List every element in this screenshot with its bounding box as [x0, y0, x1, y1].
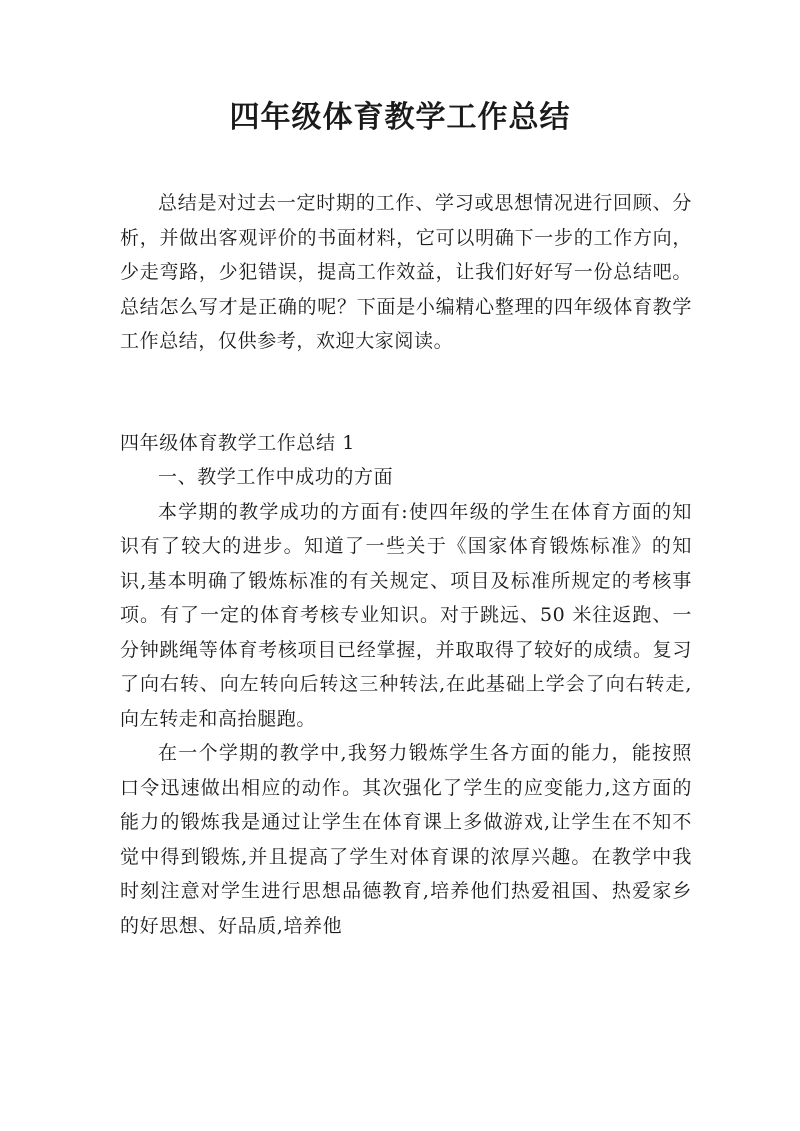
subheading: 一、教学工作中成功的方面 [158, 466, 394, 488]
intro-paragraph: 总结是对过去一定时期的工作、学习或思想情况进行回顾、分析，并做出客观评价的书面材料，它可以明确下一步的工作方向，少走弯路，少犯错误，提高工作效益，让我们好好写一份总结吧。总结怎么写才是正确的呢？下面是小编精心整理的四年级体育教学工作总结，仅供参考，欢迎大家阅读。 [120, 192, 692, 352]
body-paragraph-1: 本学期的教学成功的方面有:使四年级的学生在体育方面的知识有了较大的进步。知道了一些关于《国家体育锻炼标准》的知识,基本明确了锻炼标准的有关规定、项目及标准所规定的考核事项。有了一定的体育考核专业知识。对于跳远、50 米往返跑、一分钟跳绳等体育考核项目已经掌握，并取取得了较好的成绩。复习了向右转、向左转向后转这三种转法,在此基础上学会了向右转走,向左转走和高抬腿跑。 [120, 500, 692, 730]
section-heading: 四年级体育教学工作总结 1 [120, 431, 355, 454]
document-body [120, 186, 692, 943]
document-title: 四年级体育教学工作总结 [229, 100, 571, 135]
body-paragraph-2: 在一个学期的教学中,我努力锻炼学生各方面的能力，能按照口令迅速做出相应的动作。其次强化了学生的应变能力,这方面的能力的锻炼我是通过让学生在体育课上多做游戏,让学生在不知不觉中得到锻炼,并且提高了学生对体育课的浓厚兴趣。在教学中我时刻注意对学生进行思想品德教育,培养他们热爱祖国、热爱家乡的好思想、好品质,培养他 [120, 742, 692, 937]
section-spacer [120, 359, 692, 426]
